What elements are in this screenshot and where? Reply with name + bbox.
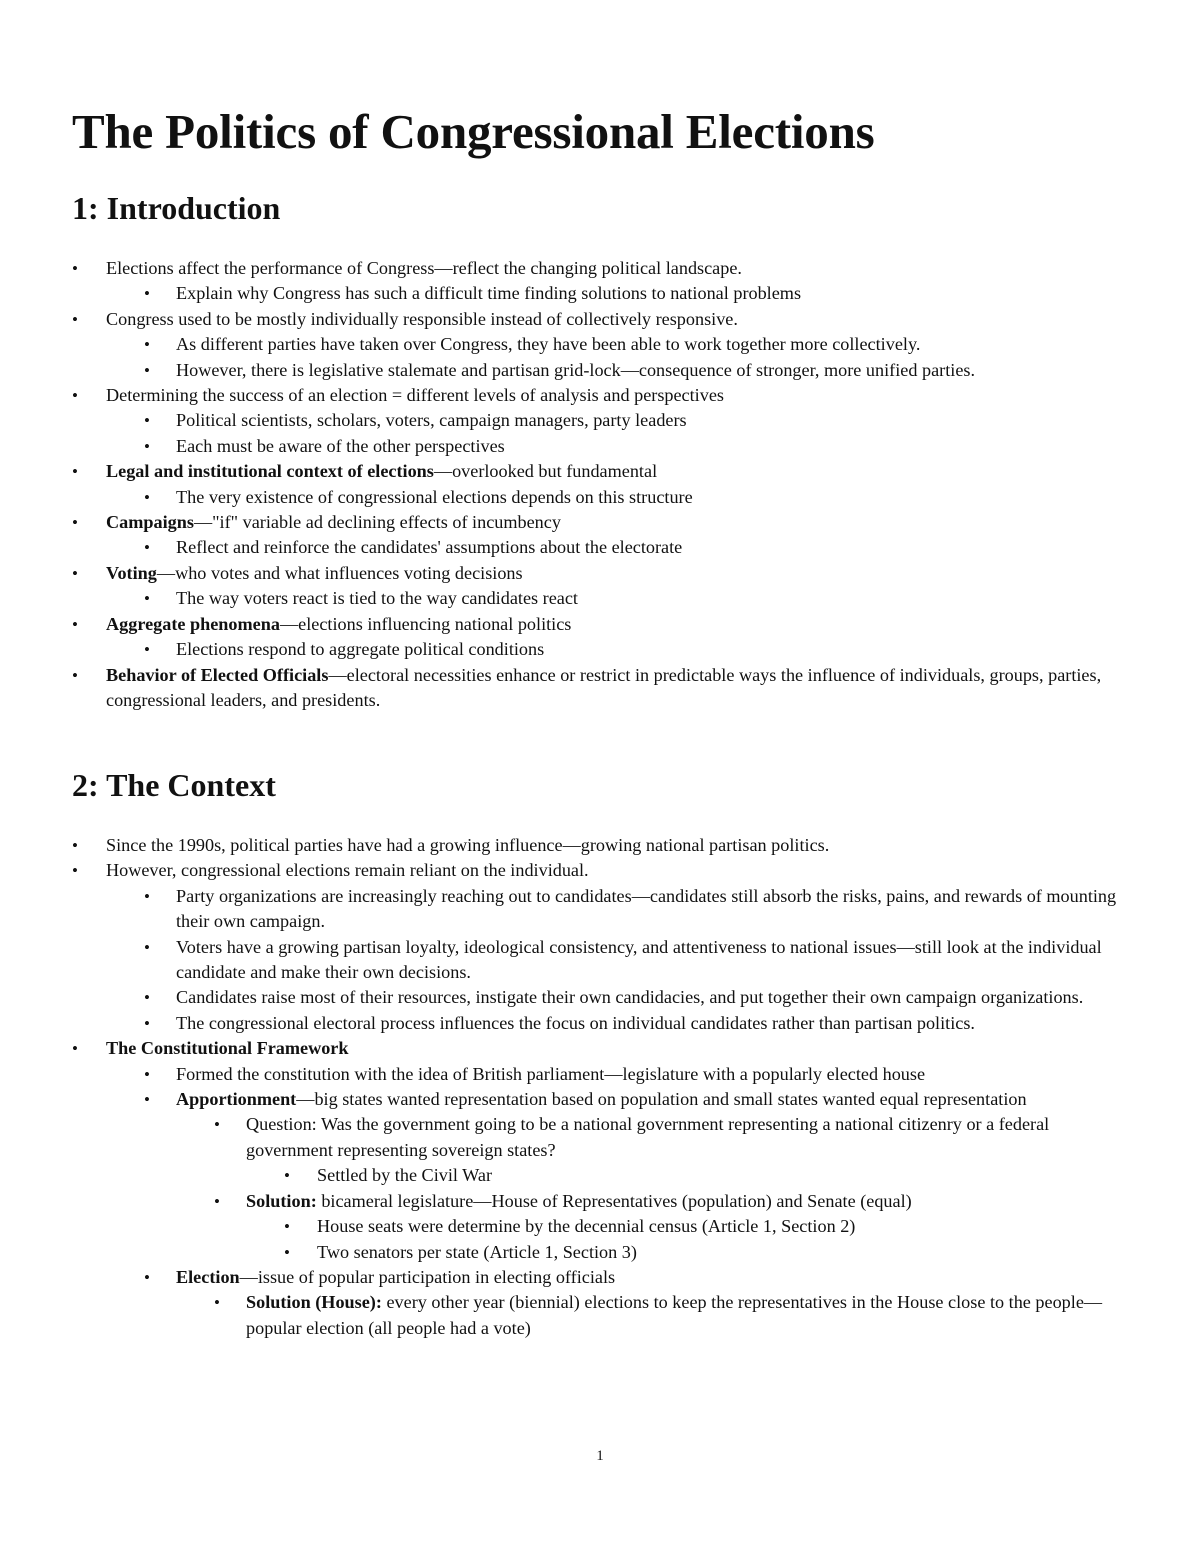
section-heading-context: 2: The Context [72,767,276,803]
list-item-text: Elections affect the performance of Congress—reflect the changing political landscape. [106,258,742,278]
list-item-bold-term: Voting [106,562,157,583]
bullet-list-context [72,833,1132,1341]
list-item [72,1112,1132,1163]
list-item-text: Reflect and reinforce the candidates' assumptions about the electorate [176,537,683,558]
list-item-text: The congressional electoral process influences the focus on individual candidates rather than partisan politics. [176,1012,975,1033]
list-item-text: Elections respond to aggregate political conditions [176,639,545,660]
list-item-text: every other year (biennial) elections to keep the representatives in the House close to the people—popular election (all people had a vote) [246,1292,1103,1338]
list-item-text: Congress used to be mostly individually responsible instead of collectively responsive. [106,308,738,329]
list-item [72,408,1132,433]
list-item-text: Since the 1990s, political parties have had a growing influence—growing national partisan politics. [106,835,830,855]
list-item [72,985,1132,1010]
list-item [72,485,1132,510]
list-item [72,1189,1132,1214]
list-item-text: Determining the success of an election = different levels of analysis and perspectives [106,385,724,406]
list-item-text: Explain why Congress has such a difficult time finding solutions to national problems [176,283,802,304]
list-item [72,281,1132,306]
list-item [72,459,1132,484]
list-item-text: Party organizations are increasingly reaching out to candidates—candidates still absorb the risks, pains, and rewards of mounting their own campaign. [176,885,1117,932]
list-item-bold-term: The Constitutional Framework [106,1038,349,1059]
list-item-bold-term: Legal and institutional context of elections [106,461,434,482]
bullet-list-introduction [72,256,1132,713]
list-item [72,535,1132,560]
list-item-text: —"if" variable ad declining effects of incumbency [193,512,561,533]
list-item-text: The way voters react is tied to the way candidates react [176,588,578,609]
list-item [72,332,1132,357]
list-item-text: The very existence of congressional elections depends on this structure [176,486,693,507]
list-item [72,383,1132,408]
document-title: The Politics of Congressional Elections [72,104,875,159]
list-item-text: However, there is legislative stalemate and partisan grid-lock—consequence of stronger, more unified parties. [176,359,976,380]
list-item-bold-term: Apportionment [176,1089,297,1110]
list-item-bold-term: Solution: [246,1190,317,1211]
list-item [72,1011,1132,1036]
page-number: 1 [596,1448,604,1464]
list-item [72,1290,1132,1341]
list-item [72,884,1132,935]
list-item-text: Question: Was the government going to be a national government representing a national citizenry or a federal government representing sovereign states? [246,1114,1050,1160]
list-item-text: Each must be aware of the other perspectives [176,435,505,456]
list-item [72,358,1132,383]
list-item-bold-term: Solution (House): [246,1292,382,1313]
list-item-text: As different parties have taken over Congress, they have been able to work together more collectively. [176,334,921,355]
list-item [72,1062,1132,1087]
list-item [72,434,1132,459]
list-item [72,1036,1132,1061]
list-item [72,1265,1132,1290]
list-item [72,663,1132,714]
list-item-text: —who votes and what influences voting decisions [156,562,523,583]
list-item [72,935,1132,986]
list-item [72,561,1132,586]
list-item-text: bicameral legislature—House of Representatives (population) and Senate (equal) [316,1190,912,1211]
list-item [72,1214,1132,1239]
section-heading-introduction: 1: Introduction [72,190,281,226]
list-item [72,1087,1132,1112]
list-item-text: Voters have a growing partisan loyalty, ideological consistency, and attentiveness to national issues—still look at the individual candidate and make their own decisions. [176,936,1102,983]
list-item-text: Formed the constitution with the idea of British parliament—legislature with a popularly elected house [176,1063,926,1084]
list-item-text: House seats were determine by the decennial census (Article 1, Section 2) [317,1216,856,1237]
list-item-text: —issue of popular participation in electing officials [239,1266,616,1287]
list-item-text: —elections influencing national politics [279,613,572,634]
list-item-bold-term: Election [176,1266,240,1287]
list-item [72,586,1132,611]
list-item [72,637,1132,662]
list-item [72,307,1132,332]
list-item-bold-term: Campaigns [106,512,194,533]
list-item-text: —overlooked but fundamental [433,461,658,482]
list-item [72,833,1132,858]
list-item-text: Settled by the Civil War [317,1165,493,1186]
list-item [72,1163,1132,1188]
list-item-text: —electoral necessities enhance or restrict in predictable ways the influence of individuals, groups, parties, congressional leaders, and presidents. [106,664,1102,710]
list-item [72,256,1132,281]
list-item-text: —big states wanted representation based on population and small states wanted equal representation [296,1089,1027,1110]
list-item [72,858,1132,883]
list-item-text: However, congressional elections remain reliant on the individual. [106,860,589,881]
list-item-bold-term: Aggregate phenomena [106,613,280,634]
list-item-text: Political scientists, scholars, voters, campaign managers, party leaders [176,410,687,431]
list-item [72,1240,1132,1265]
list-item-text: Candidates raise most of their resources, instigate their own candidacies, and put together their own campaign organizations. [176,987,1084,1008]
list-item-text: Two senators per state (Article 1, Section 3) [317,1241,637,1262]
list-item [72,612,1132,637]
list-item [72,510,1132,535]
list-item-bold-term: Behavior of Elected Officials [106,664,329,685]
